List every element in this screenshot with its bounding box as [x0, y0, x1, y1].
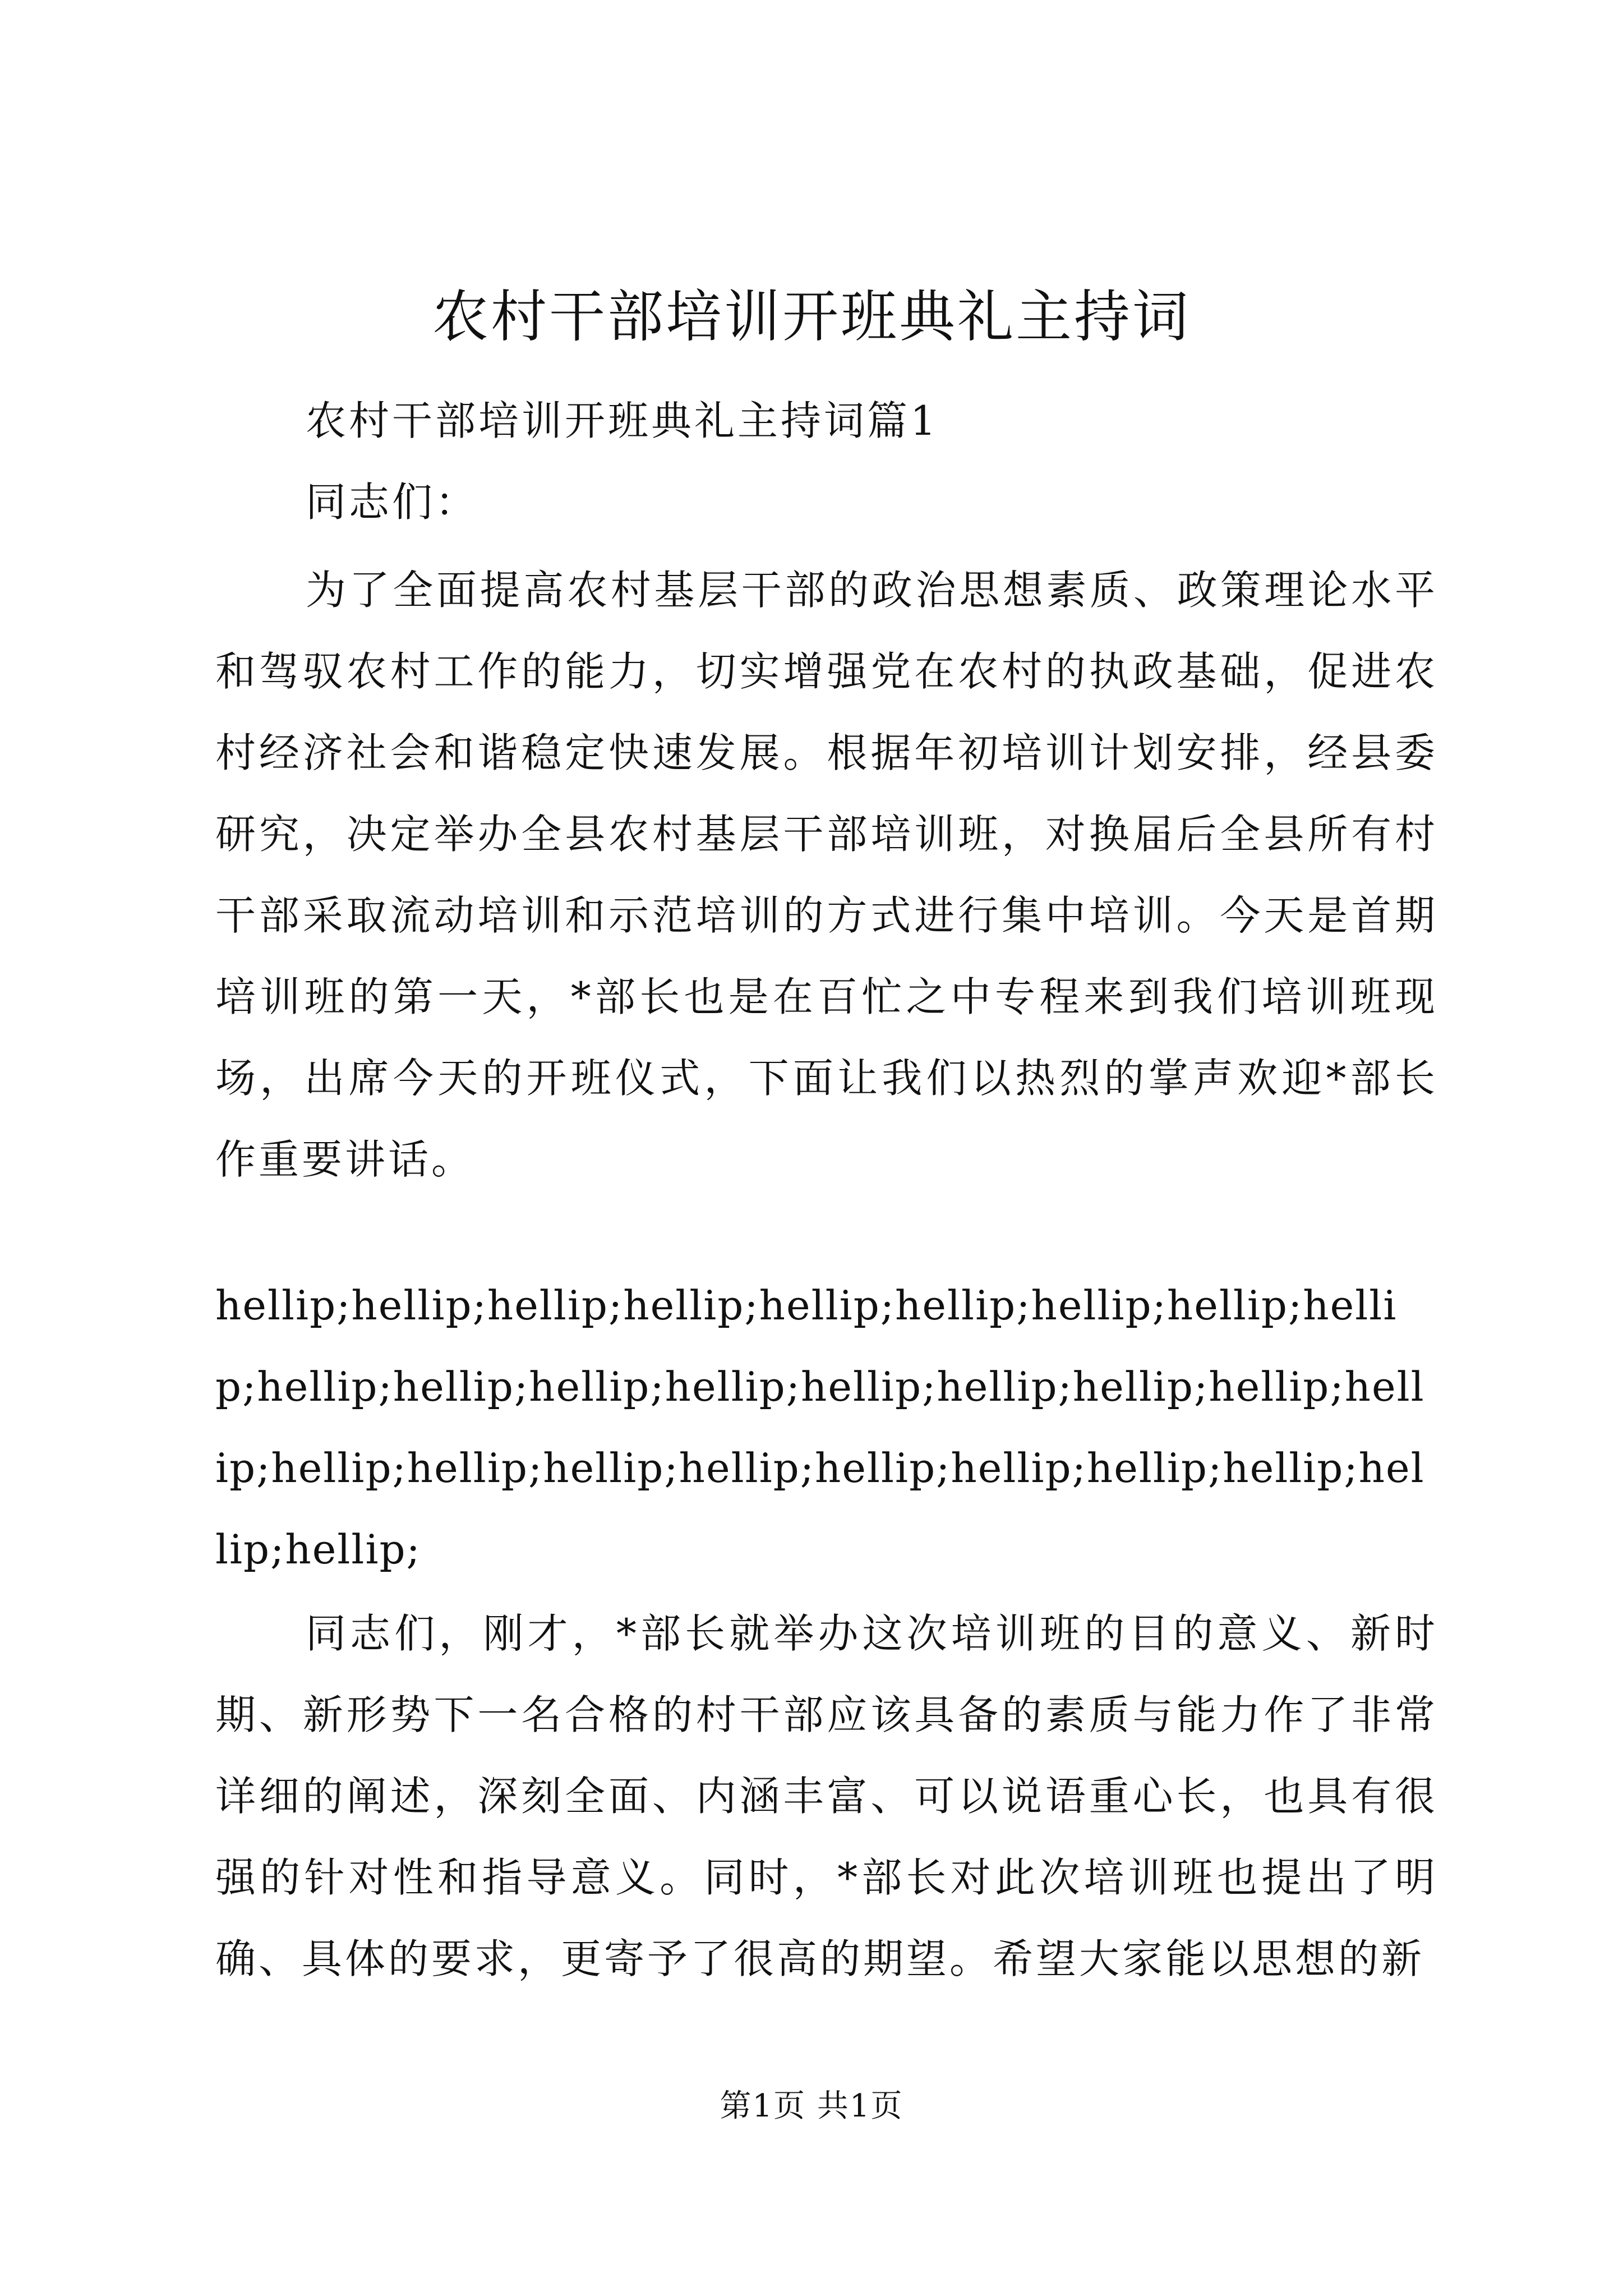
paragraph-closing: 同志们，刚才，*部长就举办这次培训班的目的意义、新时期、新形势下一名合格的村干部应该具备的素质与能力作了非常详细的阐述，深刻全面、内涵丰富、可以说语重心长，也具有很强的针对性和指导意义。同时，*部长对此次培训班也提出了明确、具体的要求，更寄予了很高的期望。希望大家能以思想的新 [215, 1610, 1438, 1982]
page-footer: 第1页 共1页 [720, 2088, 903, 2124]
document-title: 农村干部培训开班典礼主持词 [432, 284, 1191, 349]
paragraph-opening: 为了全面提高农村基层干部的政治思想素质、政策理论水平和驾驭农村工作的能力，切实增强党在农村的执政基础，促进农村经济社会和谐稳定快速发展。根据年初培训计划安排，经县委研究，决定举办全县农村基层干部培训班，对换届后全县所有村干部采取流动培训和示范培训的方式进行集中培训。今天是首期培训班的第一天，*部长也是在百忙之中专程来到我们培训班现场，出席今天的开班仪式，下面让我们以热烈的掌声欢迎*部长作重要讲话。 [215, 567, 1438, 1183]
greeting: 同志们： [306, 478, 479, 526]
ellipsis-line: hellip;hellip;hellip;hellip;hellip;hellip;hellip;hellip;hellip;hellip;hellip;hellip;hellip;hellip;hellip;hellip;hellip;hellip;hellip;hellip;hellip;hellip;hellip;hellip;hellip;hellip;hellip;hellip; [215, 1282, 1425, 1573]
document-subtitle: 农村干部培训开班典礼主持词篇1 [306, 397, 939, 444]
